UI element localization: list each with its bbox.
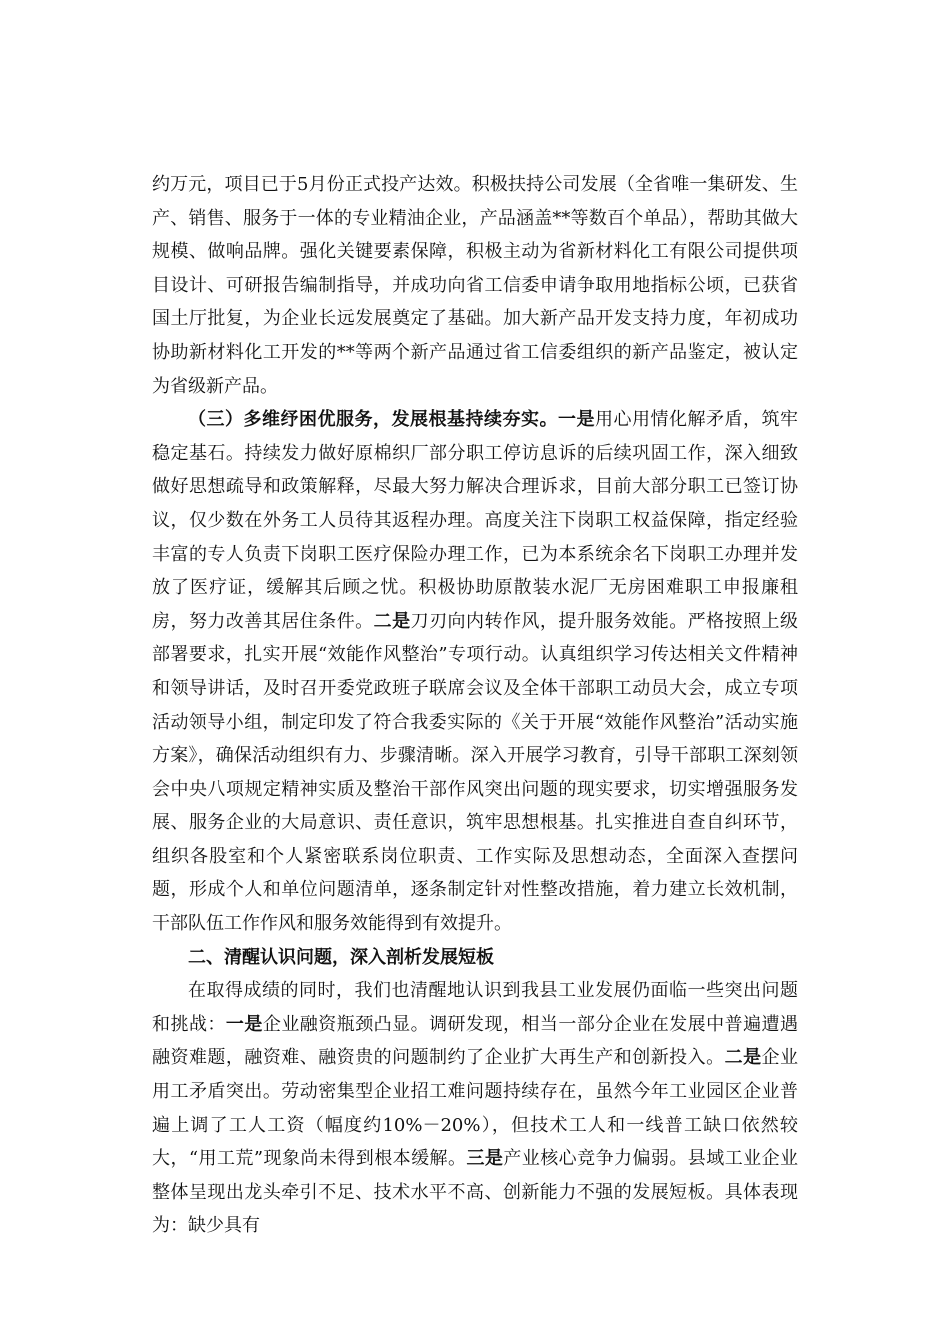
problem-text-2: 企业用工矛盾突出。劳动密集型企业招工难问题持续存在，虽然今年工业园区企业普遍上调了工人工资（幅度约10%－20%），但技术工人和一线普工缺口依然较大，“用工荒”现象尚未得到根本缓解。 <box>152 1047 799 1170</box>
paragraph-1: 约万元，项目已于5月份正式投产达效。积极扶持公司发展（全省唯一集研发、生产、销售、服务于一体的专业精油企业，产品涵盖**等数百个单品），帮助其做大规模、做响品牌。强化关键要素保障，积极主动为省新材料化工有限公司提供项目设计、可研报告编制指导，并成功向省工信委申请争取用地指标公顷，已获省国土厅批复，为企业长远发展奠定了基础。加大新产品开发支持力度，年初成功协助新材料化工开发的**等两个新产品通过省工信委组织的新产品鉴定，被认定为省级新产品。 <box>152 174 798 397</box>
point-marker-2: 二是 <box>373 610 411 632</box>
point-text-2: 刀刃向内转作风，提升服务效能。严格按照上级部署要求，扎实开展“效能作风整治”专项行动。认真组织学习传达相关文件精神和领导讲话，及时召开委党政班子联席会议及全体干部职工动员大会，成立专项活动领导小组，制定印发了符合我委实际的《关于开展“效能作风整治”活动实施方案》，确保活动组织有力、步骤清晰。深入开展学习教育，引导干部职工深刻领会中央八项规定精神实质及整治干部作风突出问题的现实要求，切实增强服务发展、服务企业的大局意识、责任意识，筑牢思想根基。扎实推进自查自纠环节，组织各股室和个人紧密联系岗位职责、工作实际及思想动态，全面深入查摆问题，形成个人和单位问题清单，逐条制定针对性整改措施，着力建立长效机制，干部队伍工作作风和服务效能得到有效提升。 <box>152 610 799 935</box>
document-body <box>152 168 798 1243</box>
paragraph-3-intro: 在取得成绩的同时，我们也清醒地认识到我县工业发展仍面临一些突出问题和挑战： <box>152 980 798 1035</box>
problem-text-3: 产业核心竞争力偏弱。县域工业企业整体呈现出龙头牵引不足、技术水平不高、创新能力不强的发展短板。具体表现为：缺少具有 <box>152 1148 799 1237</box>
problem-marker-3: 三是 <box>466 1148 504 1170</box>
section-heading-2: 二、清醒认识问题，深入剖析发展短板 <box>188 946 494 968</box>
problem-text-1: 企业融资瓶颈凸显。调研发现，相当一部分企业在发展中普遍遭遇融资难题，融资难、融资贵的问题制约了企业扩大再生产和创新投入。 <box>152 1013 799 1069</box>
point-text-1: 用心用情化解矛盾，筑牢稳定基石。持续发力做好原棉织厂部分职工停访息诉的后续巩固工作，深入细致做好思想疏导和政策解释，尽最大努力解决合理诉求，目前大部分职工已签订协议，仅少数在外务工人员待其返程办理。高度关注下岗职工权益保障，指定经验丰富的专人负责下岗职工医疗保险办理工作，已为本系统余名下岗职工办理并发放了医疗证，缓解其后顾之忧。积极协助原散装水泥厂无房困难职工申报廉租房，努力改善其居住条件。 <box>152 409 798 632</box>
point-marker-1: 一是 <box>558 409 595 431</box>
problem-marker-1: 一是 <box>225 1013 263 1035</box>
section-heading-3: （三）多维纾困优服务，发展根基持续夯实。 <box>188 409 558 431</box>
paragraph-2 <box>152 403 798 941</box>
problem-marker-2: 二是 <box>724 1047 762 1069</box>
paragraph-3 <box>152 974 798 1243</box>
